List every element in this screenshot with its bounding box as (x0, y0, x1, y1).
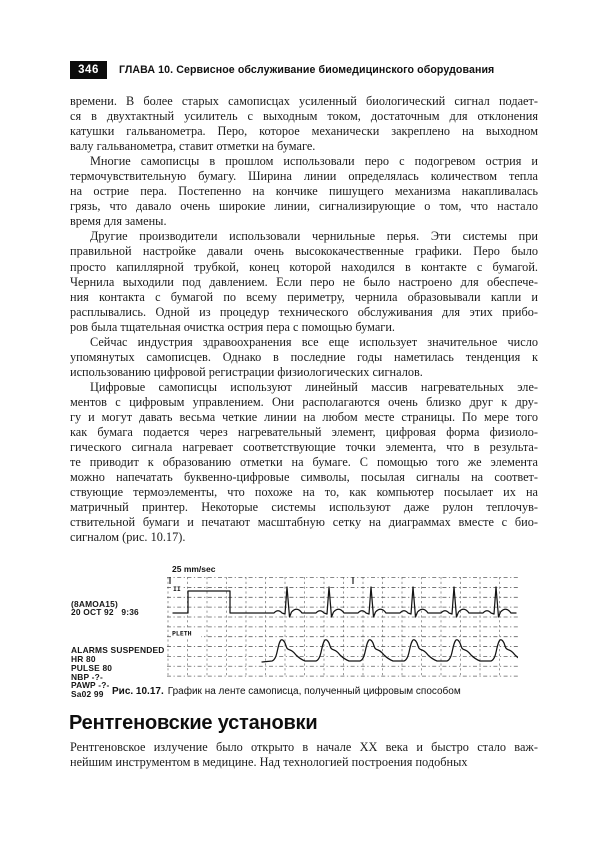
monitor-header-lines (71, 600, 164, 618)
figure-caption-label: Рис. 10.17. (112, 686, 164, 697)
text-line: ров была тщательная очистка острия пера с помощью бумаги. (70, 319, 395, 334)
text-line: Другие производители использовали чернильные перья. Эти системы при (90, 229, 538, 244)
page-number: 346 (70, 61, 107, 79)
text-line: сигналом (рис. 10.17). (70, 530, 186, 545)
text-line: ствительной бумаги и печатают масштабную сетку на диаграммах вместе с био- (70, 515, 538, 530)
text-line: те приводит к образованию отметки на бумаге. С помощью того же элемента (70, 455, 538, 470)
text-line: использованию цифровой регистрации физиологических сигналов. (70, 364, 423, 379)
monitor-line: (8AMOA15) (71, 598, 118, 609)
paragraph (70, 154, 538, 229)
body-text (70, 94, 538, 545)
paragraph (70, 740, 538, 770)
chart-speed-label: 25 mm/sec (172, 564, 216, 574)
page-header (70, 61, 494, 79)
section-paragraph (70, 740, 538, 770)
monitor-line: PULSE 80 (71, 662, 113, 673)
text-line: можно напечатать буквенно-цифровые символы, посылая сигналы на соответ- (70, 470, 538, 485)
text-line: расплывались. Одной из процедур технического обслуживания для этих прибо- (70, 304, 538, 319)
text-line: упомянутых самописцев. Однако в последние годы наметилась тенденция к (70, 349, 538, 364)
text-line: времени. В более старых самописцах усиленный биологический сигнал подает- (70, 94, 538, 108)
text-line: грязь, что давало очень широкие линии, сигнализирующие о том, что настало (70, 199, 538, 214)
text-line: Чернила выходили под давлением. Если перо не было настроено для обеспече- (70, 274, 538, 289)
text-line: гу и могут давать весьма четкие линии на любом месте страницы. По мере того (70, 409, 538, 424)
text-line: на острие пера. Постепенно на кончике пишущего механизма накапливалась (70, 184, 538, 199)
chapter-title: ГЛАВА 10. Сервисное обслуживание биомедицинского оборудования (119, 64, 495, 76)
paragraph (70, 229, 538, 334)
text-line: нейшим инструментом в медицине. Над технологией построения подобных (70, 755, 468, 770)
monitor-line: PAWP -?- (71, 680, 110, 691)
monitor-line: 20 OCT 92 9:36 (71, 607, 139, 618)
figure-caption-text: График на ленте самописца, полученный цифровым способом (167, 686, 461, 697)
text-line: как бумага подается через нагревательный элемент, цифровая форма физиоло- (70, 425, 538, 440)
text-line: ментов с цифровым управлением. Они располагаются очень близко друг к дру- (70, 394, 538, 409)
text-line: просто капиллярной трубкой, конец которой находился в контакте с бумагой. (70, 259, 538, 274)
text-line: ствующие термоэлементы, что похоже на то, как компьютер посылает их на (70, 485, 538, 500)
text-line: Сейчас индустрия здравоохранения все еще использует значительное число (90, 334, 538, 349)
paragraph (70, 380, 538, 546)
pleth-trace (262, 640, 518, 662)
text-line: Рентгеновское излучение было открыто в начале XX века и быстро стало важ- (70, 740, 538, 754)
text-line: ния контакта с бумагой по всему периметру, чернила образовывали капли и (70, 289, 538, 304)
section-heading: Рентгеновские установки (69, 712, 318, 734)
text-line: время для замены. (70, 214, 167, 229)
text-line: катушки гальванометра. Перо, которое механически закреплено на выходном (70, 124, 538, 139)
monitor-line: NBP -?- (71, 671, 103, 682)
ecg-strip-chart (167, 577, 518, 677)
text-line: термочувствительную бумагу. Ширина линии определялась количеством тепла (70, 169, 538, 184)
lead-ii-label: II (173, 585, 181, 593)
text-line: Многие самописцы в прошлом использовали перо с подогревом острия и (90, 154, 538, 169)
text-line: матричный принтер. Некоторые системы используют даже рулон теплочув- (70, 500, 538, 515)
ecg-lead-ii-trace (173, 587, 516, 617)
monitor-line: ALARMS SUSPENDED (71, 644, 165, 655)
paragraph (70, 335, 538, 380)
figure-caption (112, 686, 461, 697)
text-line: ся в двухтактный усилитель с выходным током, достаточным для отклонения (70, 109, 538, 124)
pleth-label: PLETH (172, 629, 192, 638)
text-line: валу гальванометра, ставит отметки на бумаге. (70, 139, 316, 154)
paragraph (70, 94, 538, 154)
text-line: правильной настройке давали очень высококачественные графики. Перо было (70, 244, 538, 259)
monitor-line: HR 80 (71, 653, 96, 664)
text-line: гического сигнала нагревает соответствующие точки элемента, что в результа- (70, 440, 538, 455)
text-line: Цифровые самописцы используют линейный массив нагревательных эле- (90, 379, 538, 394)
monitor-line: Sa02 99 (71, 689, 104, 700)
